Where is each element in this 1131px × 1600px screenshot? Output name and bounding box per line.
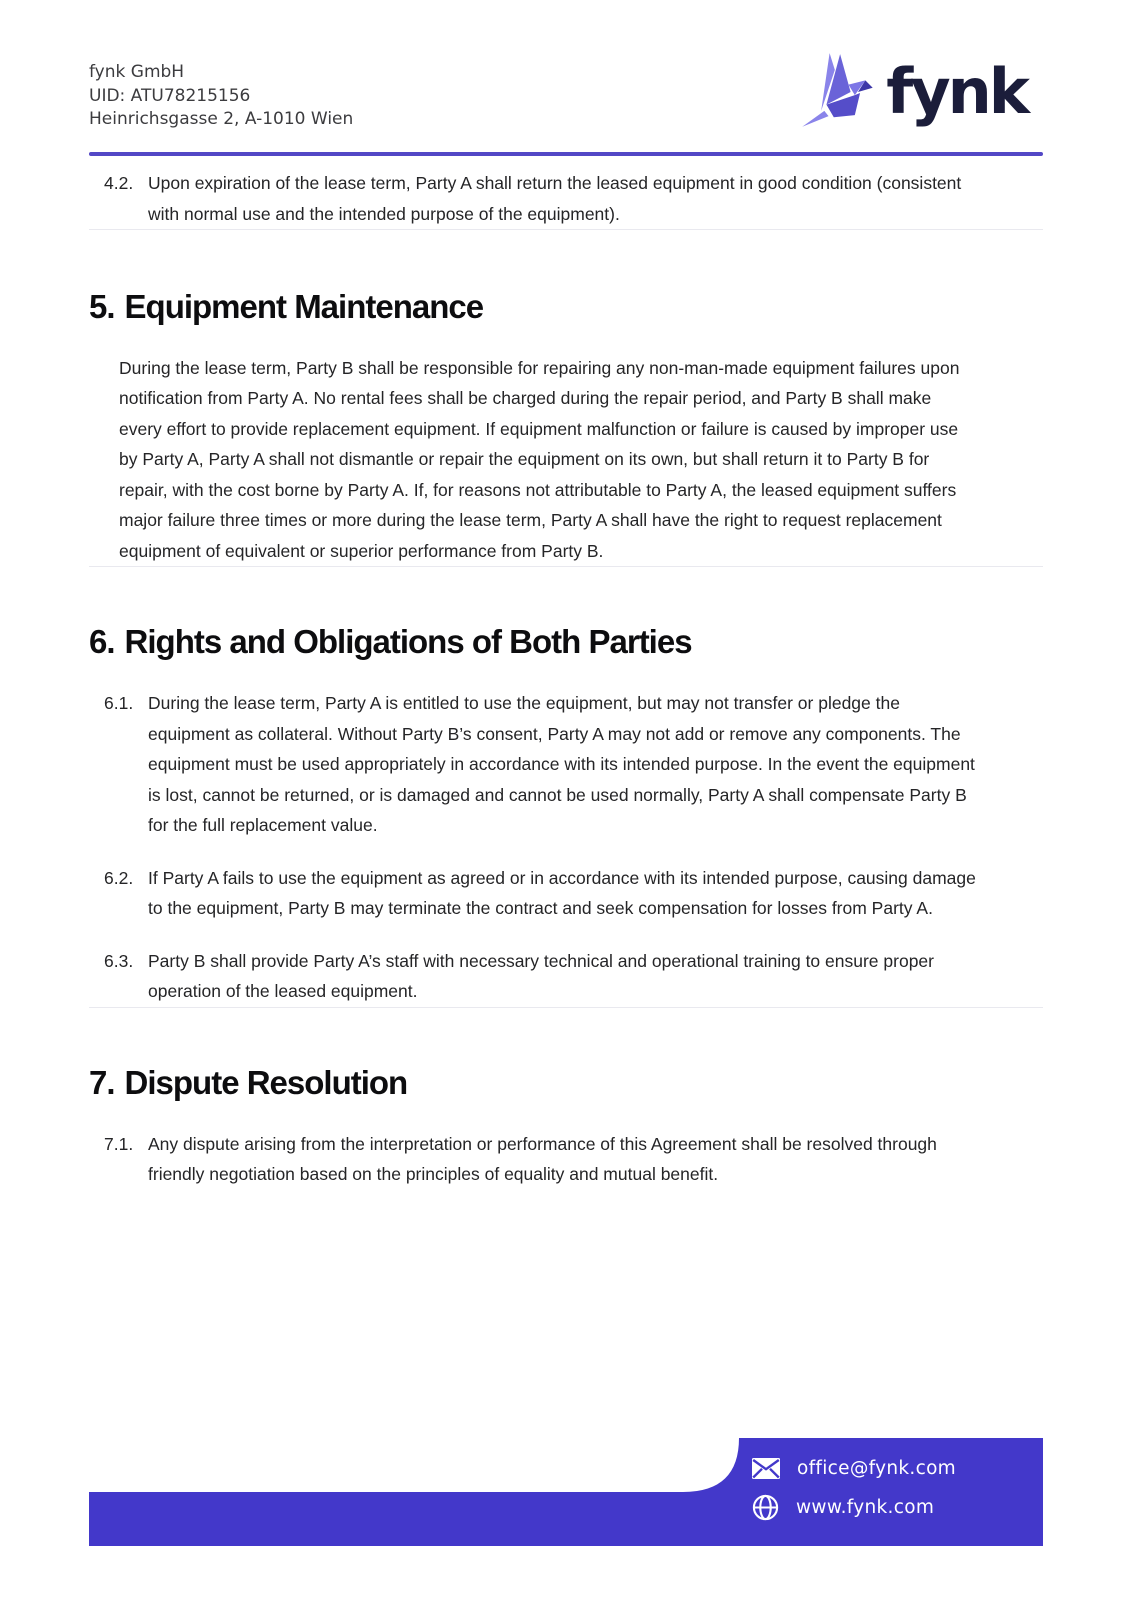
fynk-logo — [800, 51, 1027, 133]
section-5-heading — [89, 288, 1043, 327]
company-address: Heinrichsgasse 2, A-1010 Wien — [89, 109, 354, 129]
header-accent-divider — [89, 152, 1043, 156]
footer-contact — [751, 1457, 956, 1522]
section-divider — [89, 1007, 1043, 1008]
clause-4-2-text: Upon expiration of the lease term, Party A shall return the leased equipment in good condition (consistent with normal use and the intended purpose of the equipment). — [148, 173, 962, 224]
clause-6-1-text: During the lease term, Party A is entitled to use the equipment, but may not transfer or pledge the equipment as collateral. Without Party B’s consent, Party A may not add or remove any components. The equipment must be used appropriately in accordance with its intended purpose. In the event the equipment is lost, cannot be returned, or is damaged and cannot be used normally, Party A shall compensate Party B for the full replacement value. — [148, 693, 975, 836]
clause-6-3-text: Party B shall provide Party A’s staff with necessary technical and operational training to ensure proper operation of the leased equipment. — [148, 950, 934, 1002]
section-5-number: 5. — [89, 288, 115, 325]
mail-icon — [751, 1457, 781, 1480]
clause-6-2-text: If Party A fails to use the equipment as agreed or in accordance with its intended purpose, causing damage to the equipment, Party B may terminate the contract and seek compensation for losses from Party A. — [148, 867, 976, 919]
section-7-heading — [89, 1064, 1043, 1103]
section-6-heading — [89, 623, 1043, 662]
footer-website-text: www.fynk.com — [796, 1497, 935, 1518]
logo-wordmark: fynk — [886, 55, 1027, 128]
company-name: fynk GmbH — [89, 62, 185, 82]
clause-6-2-number: 6.2. — [104, 867, 134, 888]
clause-6-3-number: 6.3. — [104, 950, 134, 971]
footer-background — [0, 1430, 1131, 1600]
section-5-title: Equipment Maintenance — [124, 288, 484, 325]
origami-bird-icon — [800, 51, 876, 133]
clause-6-2 — [104, 863, 1043, 924]
section-6-title: Rights and Obligations of Both Parties — [124, 623, 692, 661]
section-6-number: 6. — [89, 623, 115, 661]
clause-6-1 — [104, 688, 1043, 841]
clause-6-3 — [104, 946, 1043, 1007]
section-6-items — [89, 688, 1043, 1007]
section-7-items — [89, 1129, 1043, 1190]
company-uid: UID: ATU78215156 — [89, 85, 251, 106]
section-7-number: 7. — [89, 1063, 115, 1101]
footer-email-link[interactable] — [751, 1457, 956, 1480]
clause-7-1-number: 7.1. — [104, 1133, 134, 1154]
globe-icon — [751, 1493, 780, 1522]
section-divider — [89, 229, 1043, 230]
section-5-paragraph: During the lease term, Party B shall be responsible for repairing any non-man-made equipment failures upon notification from Party A. No rental fees shall be charged during the repair period, and Party B shall make every effort to provide replacement equipment. If equipment malfunction or failure is caused by improper use by Party A, Party A shall not dismantle or repair the equipment on its own, but shall return it to Party B for repair, with the cost borne by Party A. If, for reasons not attributable to Party A, the leased equipment suffers major failure three times or more during the lease term, Party A shall have the right to request replacement equipment of equivalent or superior performance from Party B. — [119, 357, 960, 561]
footer-email-text: office@fynk.com — [797, 1458, 957, 1479]
footer-website-link[interactable] — [751, 1493, 956, 1522]
clause-4-2 — [104, 168, 1043, 229]
document-header — [89, 0, 1043, 133]
section-divider — [89, 566, 1043, 567]
section-7-title: Dispute Resolution — [124, 1063, 408, 1101]
company-info — [89, 61, 353, 132]
clause-7-1-text: Any dispute arising from the interpretation or performance of this Agreement shall be resolved through friendly negotiation based on the principles of equality and mutual benefit. — [148, 1133, 937, 1185]
clause-7-1 — [104, 1129, 1043, 1190]
clause-6-1-number: 6.1. — [104, 693, 134, 714]
clause-4-2-number: 4.2. — [104, 173, 134, 193]
